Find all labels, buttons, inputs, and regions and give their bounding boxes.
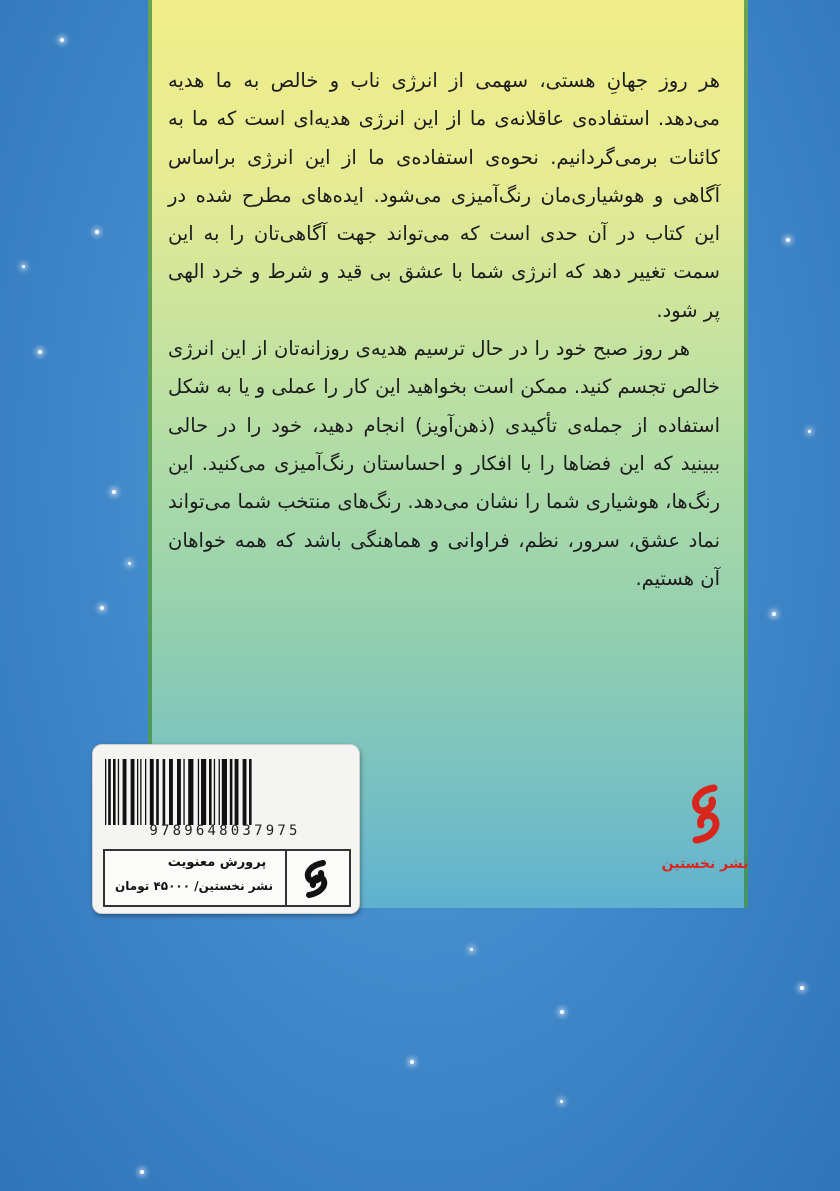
barcode-bar — [131, 759, 135, 825]
publisher-logo-icon — [293, 857, 339, 901]
blurb-paragraph-1: هر روز جهانِ هستی، سهمی از انرژی ناب و خالص به ما هدیه می‌دهد. استفاده‌ی عاقلانه‌ی ما از این انرژی هدیه‌ای است که ما به کائنات برمی‌گردانیم. نحوه‌ی استفاده‌ی ما از این انرژی براساس آگاهی و هوشیاری‌مان رنگ‌آمیزی می‌شود. ایده‌های مطرح شده در این کتاب در آن حدی است که می‌تواند جهت آگاهی‌تان را به این سمت تغییر دهد که انرژی شما با عشق بی قید و شرط و خرد الهی پر شود. — [168, 69, 720, 322]
star — [112, 490, 116, 494]
barcode-bar — [163, 759, 166, 825]
star — [22, 265, 25, 268]
barcode-bar — [222, 759, 227, 825]
star — [95, 230, 99, 234]
star — [38, 350, 42, 354]
sticker-label — [103, 849, 351, 907]
star — [128, 562, 131, 565]
barcode-bar — [243, 759, 247, 825]
star — [140, 1170, 144, 1174]
star — [100, 606, 104, 610]
panel-border-right — [744, 0, 748, 908]
barcode-bar — [219, 759, 220, 825]
barcode-bar — [137, 759, 138, 825]
barcode-bar — [209, 759, 212, 825]
publisher-logo-icon — [682, 780, 728, 848]
barcode-bar — [118, 759, 119, 825]
publisher-price: نشر نخستین/ ۴۵۰۰۰ تومان — [115, 879, 273, 893]
barcode-bar — [113, 759, 116, 825]
star — [470, 948, 473, 951]
barcode-digits: 9789648037975 — [149, 823, 301, 839]
barcode-bar — [108, 759, 111, 825]
barcode-bar — [249, 759, 252, 825]
publisher-mark — [660, 780, 750, 900]
star — [560, 1100, 563, 1103]
book-title: پرورش معنویت — [167, 855, 267, 870]
star — [808, 430, 811, 433]
publisher-name: نشر نخستین — [661, 856, 749, 872]
star — [800, 986, 804, 990]
barcode-bar — [123, 759, 127, 825]
blurb-text — [168, 62, 720, 598]
barcode-bar — [198, 759, 199, 825]
barcode-bar — [235, 759, 239, 825]
barcode-bar — [156, 759, 159, 825]
barcode-bar — [150, 759, 154, 825]
barcode-bar — [201, 759, 206, 825]
star — [560, 1010, 564, 1014]
barcode-bar — [145, 759, 146, 825]
barcode-bar — [188, 759, 193, 825]
barcode — [103, 759, 347, 825]
barcode-bar — [105, 759, 106, 825]
barcode-bar — [169, 759, 173, 825]
barcode-bar — [177, 759, 181, 825]
star — [410, 1060, 414, 1064]
star — [60, 38, 64, 42]
barcode-bar — [230, 759, 233, 825]
blurb-paragraph-2: هر روز صبح خود را در حال ترسیم هدیه‌ی روزانه‌تان از این انرژی خالص تجسم کنید. ممکن است بخواهید این کار را عملی و یا به شکل استفاده از جمله‌ی تأکیدی (ذهن‌آویز) انجام دهید، خود را در حالی ببینید که این فضاها را با افکار و احساستان رنگ‌آمیزی می‌کنید. این رنگ‌ها، هوشیاری شما را نشان می‌دهد. رنگ‌های منتخب شما می‌تواند نماد عشق، سرور، نظم، فراوانی و هماهنگی باشد که همه خواهان آن هستیم. — [168, 337, 720, 590]
barcode-bar — [140, 759, 141, 825]
barcode-bar — [183, 759, 184, 825]
label-divider — [285, 851, 287, 905]
price-sticker — [92, 744, 360, 914]
star — [786, 238, 790, 242]
barcode-bar — [214, 759, 215, 825]
star — [772, 612, 776, 616]
